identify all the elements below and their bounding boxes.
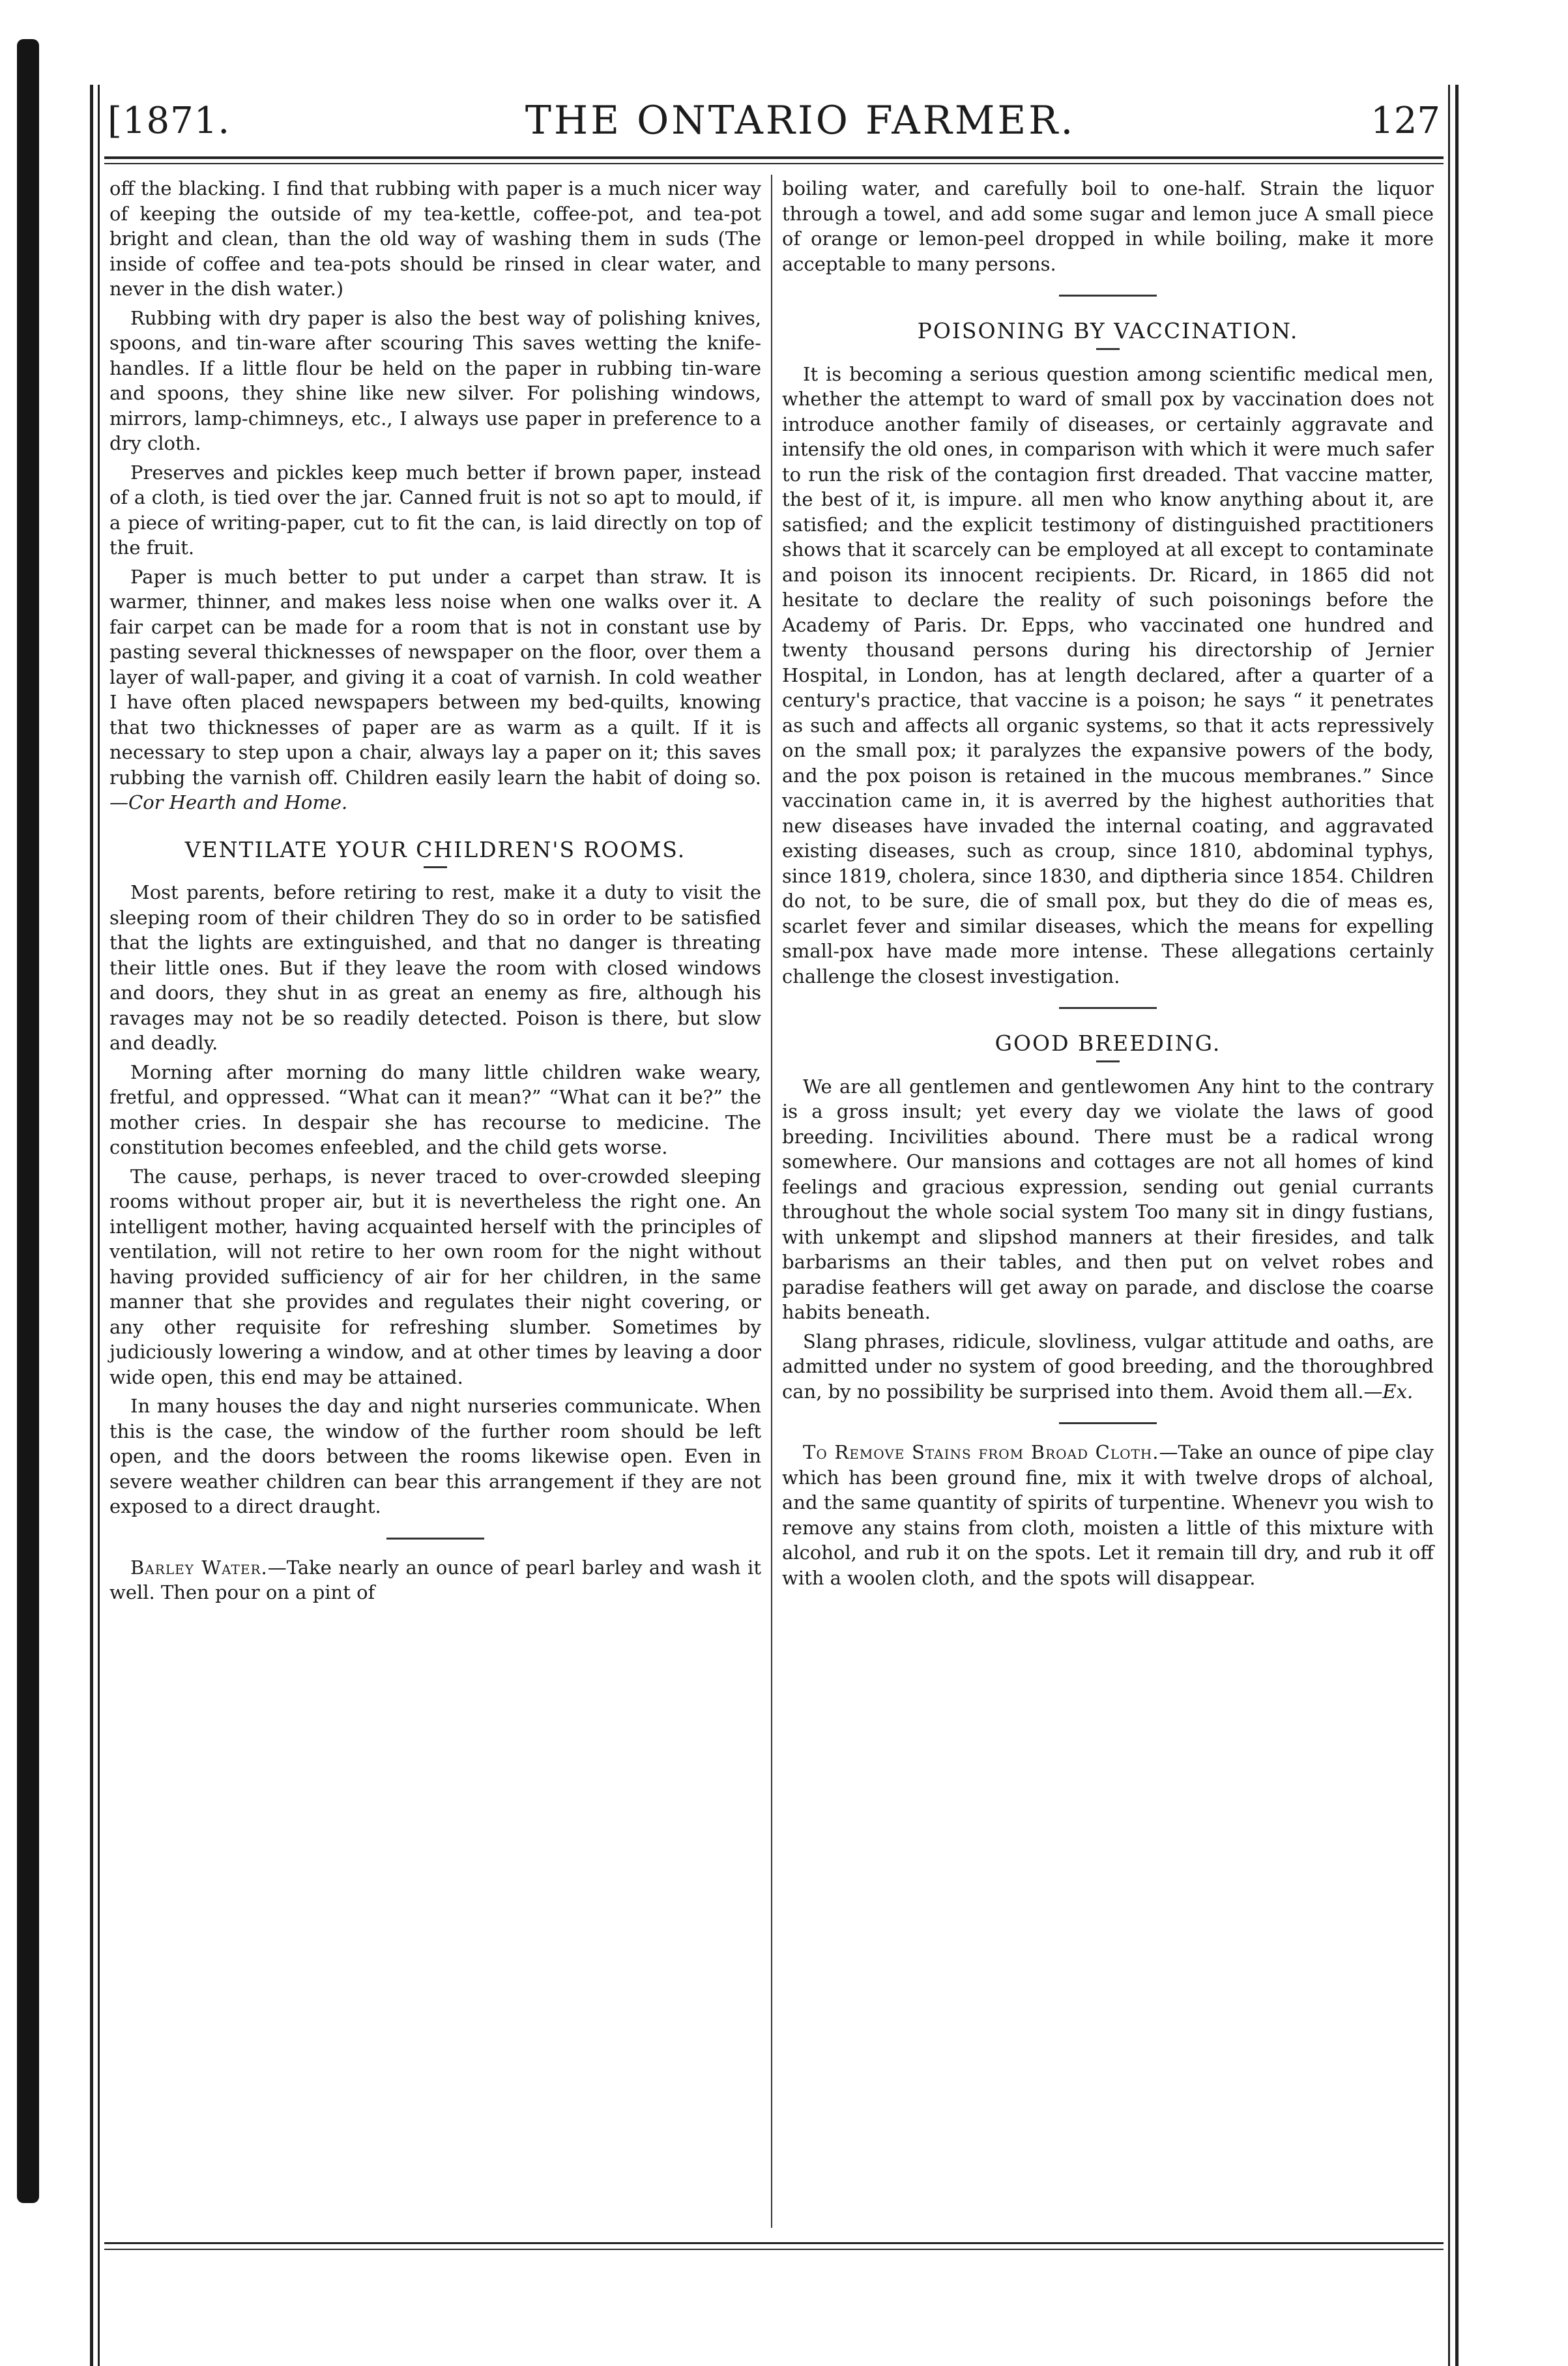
ventilate-paragraph: In many houses the day and night nurseries communicate. When this is the case, the window of the further room should be left open, and the doors between the rooms likewise open. Even in severe weather children can bear this arrangement if they are not exposed to a direct draught. bbox=[109, 1395, 761, 1517]
stains-paragraph bbox=[782, 1440, 1434, 1590]
ventilate-heading: VENTILATE YOUR CHILDREN'S ROOMS. bbox=[184, 836, 686, 862]
right-column bbox=[782, 176, 1434, 1594]
stains-title: To Remove Stains from Broad Cloth. bbox=[803, 1441, 1159, 1463]
stains-text: —Take an ounce of pipe clay which has been ground fine, mix it with twelve drops of alchoal, and the same quantity of spirits of turpentine. Whenevr you wish to remove any stains from cloth, moisten a little of this mixture with alcohol, and rub it on the spots. Let it remain till dry, and rub it off with a woolen cloth, and the spots will disappear. bbox=[782, 1441, 1434, 1589]
barley-text: —Take nearly an ounce of pearl barley and wash it well. Then pour on a pint of bbox=[109, 1556, 761, 1603]
left-column bbox=[109, 176, 761, 1609]
breeding-paragraph: We are all gentlemen and gentlewomen Any hint to the contrary is a gross insult; yet every day we violate the laws of good breeding. Incivilities abound. There must be a radical wrong somewhere. Our mansions and cottages are not all homes of kind feelings and gracious expression, sending out genial currants throughout the whole social system Too many sit in dingy fustians, with unkempt and slipshod manners at their firesides, and talk barbarisms an their tables, and then put on velvet robes and paradise feathers will get away on parade, and disclose the coarse habits beneath. bbox=[782, 1075, 1434, 1323]
section-rule bbox=[386, 1538, 484, 1540]
frame-inner-left-rule bbox=[98, 85, 100, 2366]
header-rule bbox=[104, 156, 1444, 159]
binding-gutter bbox=[17, 39, 39, 2203]
vaccination-paragraph: It is becoming a serious question among scientific medical men, whether the attempt to ward of small pox by vaccination does not introduce another family of diseases, or certainly aggravate and intensify the old ones, in comparison with which it were much safer to run the risk of the contagion first dreaded. That vaccine matter, the best of it, is impure. all men who know anything about it, are satisfied; and the explicit testimony of distinguished practitioners shows that it scarcely can be employed at all except to contaminate and poison its innocent recipients. Dr. Ricard, in 1865 did not hesitate to declare the reality of such poisonings before the Academy of Paris. Dr. Epps, who vaccinated one hundred and twenty thousand persons during his directorship of Jernier Hospital, in London, has at length declared, after a quarter of a century's practice, that vaccine is a poison; he says “ it penetrates as such and affects all organic systems, so that it acts repressively on the small pox; it paralyzes the expansive powers of the body, and the pox poison is retained in the mucous membranes.” Since vaccination came in, it is averred by the highest authorities that new diseases have invaded the internal coating, and aggravated existing diseases, such as croup, since 1810, abdominal typhys, since 1819, cholera, since 1830, and diptheria since 1854. Children do not, to be sure, die of small pox, but they do die of meas es, scarlet fever and similar diseases, which the means for expelling small-pox have made more intense. These allegations certainly challenge the closest investigation. bbox=[782, 362, 1434, 987]
article-credit: —Ex. bbox=[1363, 1380, 1414, 1403]
breeding-paragraph-text: Slang phrases, ridicule, slovliness, vulgar attitude and oaths, are admitted under no system of good breeding, and the thoroughbred can, by no possibility be surprised into them. Avoid them all. bbox=[782, 1330, 1434, 1403]
frame-inner-right-rule bbox=[1448, 85, 1450, 2366]
paper-paragraph-text: Paper is much better to put under a carpet than straw. It is warmer, thinner, and makes less noise when one walks over it. A fair carpet can be made for a room that is not in constant use by pasting several thicknesses of newspaper on the floor, over them a layer of wall-paper, and giving it a coat of varnish. In cold weather I have often placed newspapers between my bed-quilts, knowing that two thicknesses of paper are as warm as a quilt. If it is necessary to step upon a chair, always lay a paper on it; this saves rubbing the varnish off. Children easily learn the habit of doing so. bbox=[109, 565, 761, 789]
heading-dash bbox=[424, 866, 447, 868]
barley-title: Barley Water. bbox=[130, 1556, 268, 1579]
page-header bbox=[108, 85, 1440, 156]
header-year: [1871. bbox=[108, 99, 231, 142]
paper-paragraph: Rubbing with dry paper is also the best way of polishing knives, spoons, and tin-ware after scouring This saves wetting the knife-handles. If a little flour be held on the paper in rubbing tin-ware and spoons, they shine like new silver. For polishing windows, mirrors, lamp-chimneys, etc., I always use paper in preference to a dry cloth. bbox=[109, 306, 761, 454]
paper-paragraph bbox=[109, 564, 761, 815]
breeding-paragraph bbox=[782, 1329, 1434, 1405]
section-rule bbox=[1059, 1422, 1157, 1424]
page-number: 127 bbox=[1371, 99, 1440, 142]
publication-title: THE ONTARIO FARMER. bbox=[525, 98, 1076, 143]
bottom-rule bbox=[104, 2242, 1444, 2244]
heading-dash bbox=[1096, 1060, 1120, 1062]
section-rule bbox=[1059, 1007, 1157, 1009]
paper-paragraph: Preserves and pickles keep much better if brown paper, instead of a cloth, is tied over the jar. Canned fruit is not so apt to mould, if a piece of writing-paper, cut to fit the can, is laid directly on top of the fruit. bbox=[109, 461, 761, 559]
paper-paragraph: off the blacking. I find that rubbing with paper is a much nicer way of keeping the outside of my tea-kettle, coffee-pot, and tea-pot bright and clean, than the old way of washing them in suds (The inside of coffee and tea-pots should be rinsed in clear water, and never in the dish water.) bbox=[109, 177, 761, 300]
header-rule-thin bbox=[104, 163, 1444, 164]
ventilate-paragraph: Most parents, before retiring to rest, make it a duty to visit the sleeping room of their children They do so in order to be satisfied that the lights are extinguished, and that no danger is threating their little ones. But if they leave the room with closed windows and doors, they shut in as great an enemy as fire, although his ravages may not be so readily detected. Poison is there, but slow and deadly. bbox=[109, 881, 761, 1054]
barley-paragraph bbox=[109, 1555, 761, 1605]
vaccination-heading: POISONING BY VACCINATION. bbox=[917, 318, 1299, 343]
breeding-heading: GOOD BREEDING. bbox=[995, 1030, 1221, 1056]
section-rule bbox=[1059, 295, 1157, 297]
bottom-rule-thin bbox=[104, 2249, 1444, 2250]
ventilate-paragraph: Morning after morning do many little children wake weary, fretful, and oppressed. “What can it mean?” “What can it be?” the mother cries. In despair she has recourse to medicine. The constitution becomes enfeebled, and the child gets worse. bbox=[109, 1060, 761, 1158]
ventilate-paragraph: The cause, perhaps, is never traced to over-crowded sleeping rooms without proper air, but it is nevertheless the right one. An intelligent mother, having acquainted herself with the principles of ventilation, will not retire to her own room for the night without having provided sufficiency of air for her children, in the same manner that she provides and regulates their night covering, or any other requisite for refreshing slumber. Sometimes by judiciously lowering a window, and at other times by leaving a door wide open, this end may be attained. bbox=[109, 1165, 761, 1388]
column-divider bbox=[771, 175, 772, 2228]
heading-dash bbox=[1096, 348, 1120, 350]
barley-continued: boiling water, and carefully boil to one-half. Strain the liquor through a towel, and add some sugar and lemon juce A small piece of orange or lemon-peel dropped in while boiling, make it more acceptable to many persons. bbox=[782, 177, 1434, 275]
article-credit: —Cor Hearth and Home. bbox=[109, 791, 348, 813]
